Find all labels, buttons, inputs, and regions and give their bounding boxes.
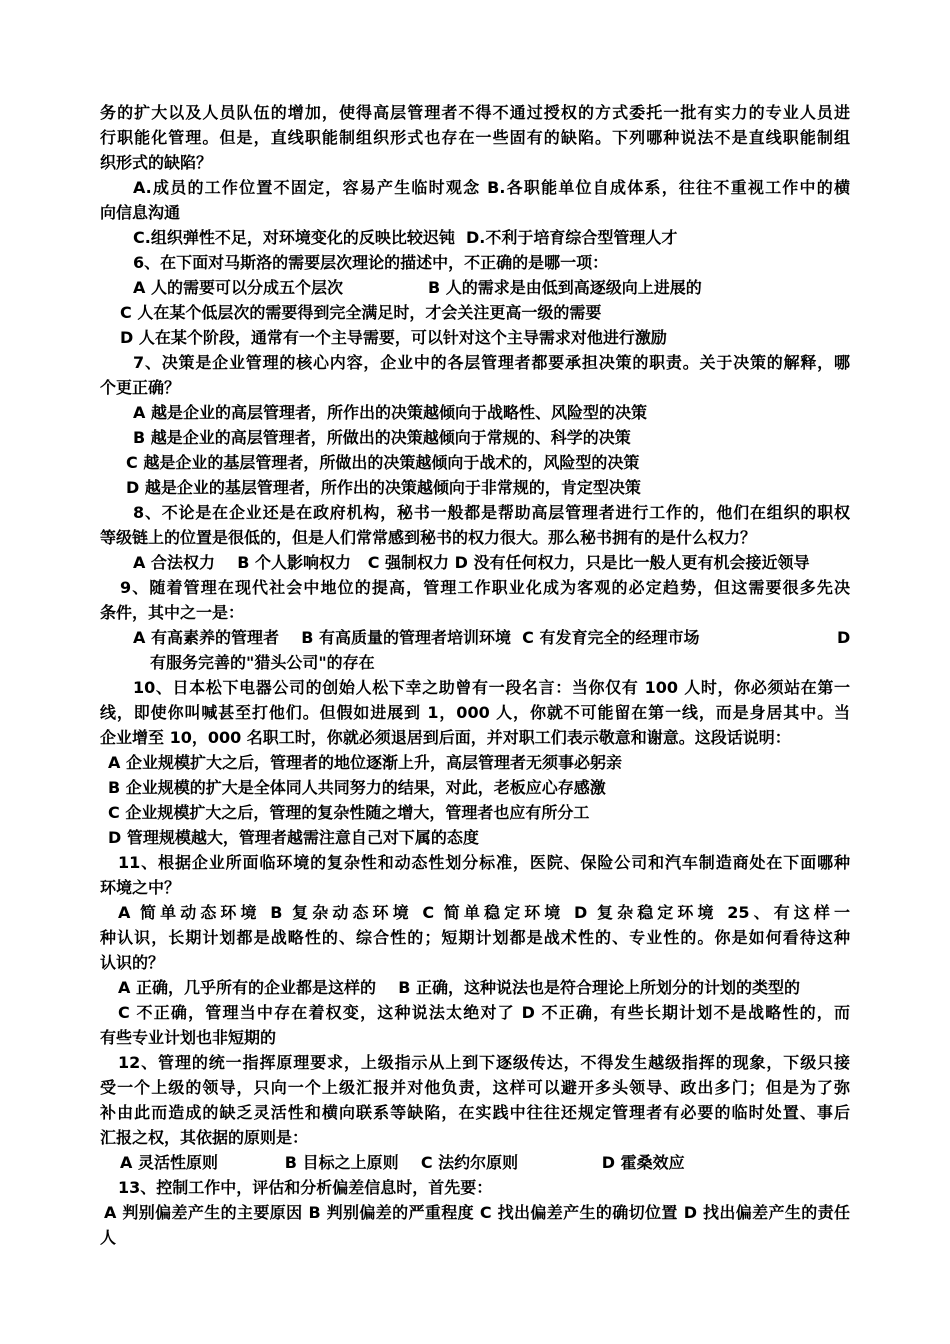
text-line: A 越是企业的高层管理者，所作出的决策越倾向于战略性、风险型的决策: [133, 403, 647, 422]
text-line: 线，即使你叫喊甚至打他们。但假如进展到 1，000 人，你就不可能留在第一线，而是身居其中。当: [100, 703, 850, 722]
text-line: A 正确，几乎所有的企业都是这样的 B 正确，这种说法也是符合理论上所划分的计划的类型的: [118, 978, 801, 997]
text-line: A 有高素养的管理者 B 有高质量的管理者培训环境 C 有发育完全的经理市场: [133, 628, 700, 647]
text-line: D 管理规模越大，管理者越需注意自己对下属的态度: [108, 828, 479, 847]
text-line: 7、决策是企业管理的核心内容，企业中的各层管理者都要承担决策的职责。关于决策的解释，哪: [133, 353, 850, 372]
text-line: B 越是企业的高层管理者，所做出的决策越倾向于常规的、科学的决策: [133, 428, 631, 447]
text-line: 种认识，长期计划都是战略性的、综合性的；短期计划都是战术性的、专业性的。你是如何看待这种: [100, 928, 850, 947]
text-line: C.组织弹性不足，对环境变化的反映比较迟钝 D.不利于培育综合型管理人才: [133, 228, 678, 247]
text-line: 8、不论是在企业还是在政府机构，秘书一般都是帮助高层管理者进行工作的，他们在组织的职权: [133, 503, 850, 522]
text-line: 10、日本松下电器公司的创始人松下幸之助曾有一段名言：当你仅有 100 人时，你必须站在第一: [133, 678, 850, 697]
text-line: A 判别偏差产生的主要原因 B 判别偏差的严重程度 C 找出偏差产生的确切位置 D 找出偏差产生的责任: [104, 1203, 850, 1222]
text-line: 织形式的缺陷？: [100, 153, 213, 172]
text-line: 认识的？: [100, 953, 165, 972]
text-line: 等级链上的位置是很低的，但是人们常常感到秘书的权力很大。那么秘书拥有的是什么权力？: [100, 528, 757, 547]
text-line: B 人的需求是由低到高逐级向上进展的: [428, 278, 702, 297]
text-line: B 企业规模的扩大是全体同人共同努力的结果，对此，老板应心存感激: [108, 778, 606, 797]
text-line: 有些专业计划也非短期的: [100, 1028, 277, 1047]
text-line: A 合法权力 B 个人影响权力 C 强制权力 D 没有任何权力，只是比一般人更有机会接近领导: [133, 553, 810, 572]
text-line: 务的扩大以及人员队伍的增加，使得高层管理者不得不通过授权的方式委托一批有实力的专业人员进: [100, 103, 850, 122]
text-line: 汇报之权，其依据的原则是：: [100, 1128, 309, 1147]
text-line: 条件，其中之一是：: [100, 603, 245, 622]
text-line: 补由此而造成的缺乏灵活性和横向联系等缺陷，在实践中往往还规定管理者有必要的临时处置、事后: [100, 1103, 850, 1122]
text-line: A.成员的工作位置不固定，容易产生临时观念 B.各职能单位自成体系，往往不重视工作中的横: [133, 178, 850, 197]
text-line: A 简单动态环境 B 复杂动态环境 C 简单稳定环境 D 复杂稳定环境 25、有这样一: [118, 903, 850, 922]
text-line: 企业增至 10，000 名职工时，你就必须退居到后面，并对职工们表示敬意和谢意。这段话说明：: [100, 728, 791, 747]
text-line: C 不正确，管理当中存在着权变，这种说法太绝对了 D 不正确，有些长期计划不是战略性的，而: [118, 1003, 850, 1022]
text-line: A 灵活性原则 B 目标之上原则 C 法约尔原则 D 霍桑效应: [120, 1153, 685, 1172]
text-line: 环境之中？: [100, 878, 181, 897]
text-line: C 企业规模扩大之后，管理的复杂性随之增大，管理者也应有所分工: [108, 803, 590, 822]
text-line: 行职能化管理。但是，直线职能制组织形式也存在一些固有的缺陷。下列哪种说法不是直线职能制组: [100, 128, 850, 147]
text-line: D 人在某个阶段，通常有一个主导需要，可以针对这个主导需求对他进行激励: [120, 328, 667, 347]
text-line: 6、在下面对马斯洛的需要层次理论的描述中，不正确的是哪一项：: [133, 253, 609, 272]
text-line: 受一个上级的领导，只向一个上级汇报并对他负责，这样可以避开多头领导、政出多门；但是为了弥: [100, 1078, 850, 1097]
text-line: A 人的需要可以分成五个层次: [133, 278, 343, 297]
text-line: C 越是企业的基层管理者，所做出的决策越倾向于战术的，风险型的决策: [126, 453, 640, 472]
text-line: 有服务完善的"猎头公司"的存在: [150, 653, 375, 672]
text-line: 11、根据企业所面临环境的复杂性和动态性划分标准，医院、保险公司和汽车制造商处在下面哪种: [118, 853, 850, 872]
text-line: 9、随着管理在现代社会中地位的提高，管理工作职业化成为客观的必定趋势，但这需要很多先决: [120, 578, 850, 597]
text-line: C 人在某个低层次的需要得到完全满足时，才会关注更高一级的需要: [120, 303, 602, 322]
text-line: 13、控制工作中，评估和分析偏差信息时，首先要：: [118, 1178, 493, 1197]
text-line: D: [837, 628, 851, 647]
text-line: D 越是企业的基层管理者，所作出的决策越倾向于非常规的，肯定型决策: [126, 478, 641, 497]
text-line: 向信息沟通: [100, 203, 181, 222]
text-line: A 企业规模扩大之后，管理者的地位逐渐上升，高层管理者无须事必躬亲: [108, 753, 622, 772]
text-line: 个更正确？: [100, 378, 181, 397]
text-line: 12、管理的统一指挥原理要求，上级指示从上到下逐级传达，不得发生越级指挥的现象，下级只接: [118, 1053, 850, 1072]
text-line: 人: [100, 1228, 117, 1247]
